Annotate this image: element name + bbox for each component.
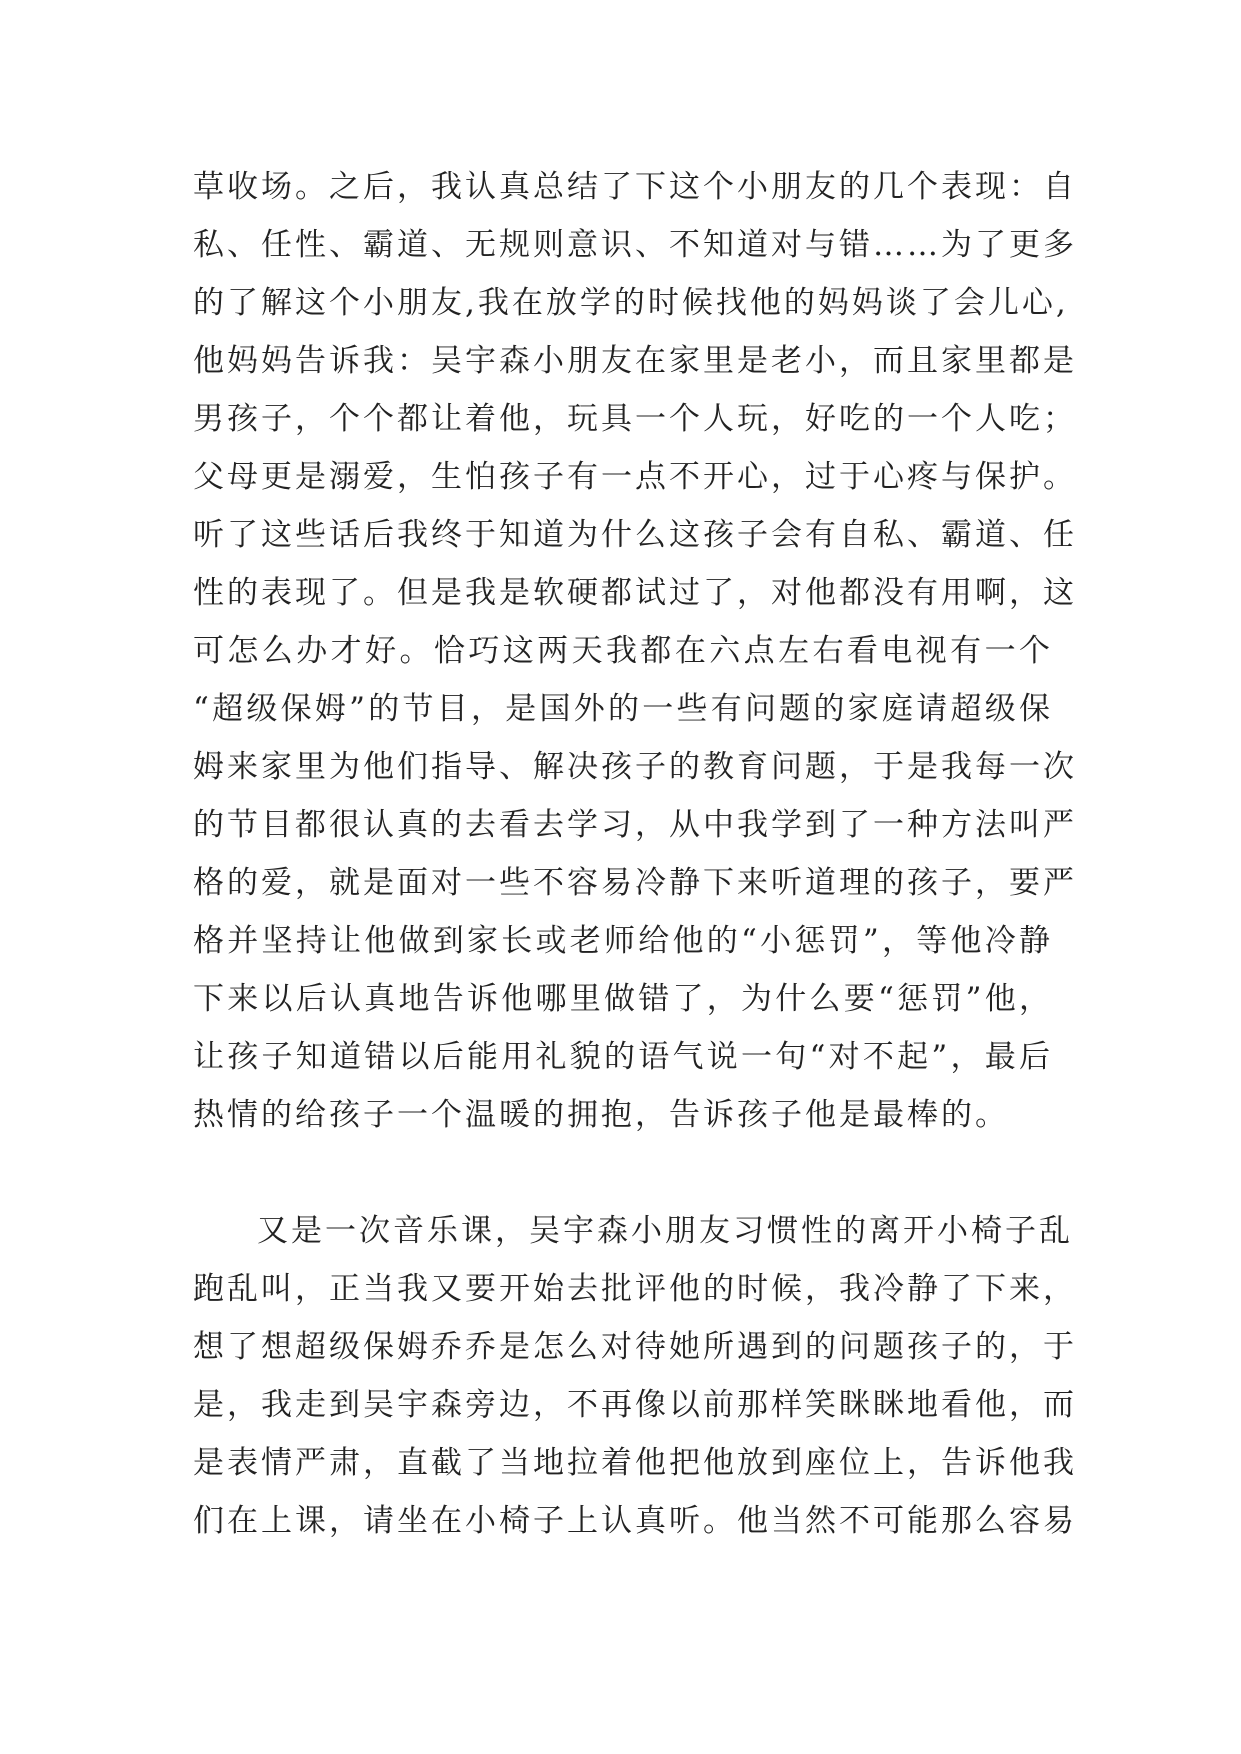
text-line: 父母更是溺爱，生怕孩子有一点不开心，过于心疼与保护。 (193, 459, 1077, 495)
text-line: 又是一次音乐课，吴宇森小朋友习惯性的离开小椅子乱 (257, 1213, 1073, 1249)
text-line: 是表情严肃，直截了当地拉着他把他放到座位上，告诉他我 (193, 1445, 1077, 1481)
text-line: 听了这些话后我终于知道为什么这孩子会有自私、霸道、任 (193, 517, 1077, 553)
text-line: 格并坚持让他做到家长或老师给他的“小惩罚”，等他冷静 (193, 923, 1053, 959)
text-line: 们在上课，请坐在小椅子上认真听。他当然不可能那么容易 (193, 1503, 1077, 1539)
text-line: “超级保姆”的节目，是国外的一些有问题的家庭请超级保 (193, 691, 1053, 727)
text-line: 的了解这个小朋友,我在放学的时候找他的妈妈谈了会儿心, (193, 285, 1069, 321)
text-line: 让孩子知道错以后能用礼貌的语气说一句“对不起”，最后 (193, 1039, 1053, 1075)
text-line: 热情的给孩子一个温暖的拥抱，告诉孩子他是最棒的。 (193, 1097, 1009, 1133)
text-line: 私、任性、霸道、无规则意识、不知道对与错……为了更多 (193, 227, 1077, 263)
text-line: 的节目都很认真的去看去学习，从中我学到了一种方法叫严 (193, 807, 1077, 843)
text-line: 男孩子，个个都让着他，玩具一个人玩，好吃的一个人吃； (193, 401, 1077, 437)
text-line: 想了想超级保姆乔乔是怎么对待她所遇到的问题孩子的，于 (193, 1329, 1077, 1365)
text-line: 可怎么办才好。恰巧这两天我都在六点左右看电视有一个 (193, 633, 1053, 669)
text-line: 是，我走到吴宇森旁边，不再像以前那样笑眯眯地看他，而 (193, 1387, 1077, 1423)
text-line: 格的爱，就是面对一些不容易冷静下来听道理的孩子，要严 (193, 865, 1077, 901)
text-line: 性的表现了。但是我是软硬都试过了，对他都没有用啊，这 (193, 575, 1077, 611)
text-line: 跑乱叫，正当我又要开始去批评他的时候，我冷静了下来， (193, 1271, 1077, 1307)
paragraph-2 (193, 1202, 1077, 1550)
text-line: 下来以后认真地告诉他哪里做错了，为什么要“惩罚”他， (193, 981, 1053, 1017)
text-line: 姆来家里为他们指导、解决孩子的教育问题，于是我每一次 (193, 749, 1077, 785)
text-line: 他妈妈告诉我：吴宇森小朋友在家里是老小，而且家里都是 (193, 343, 1077, 379)
paragraph-1 (193, 158, 1077, 1144)
text-line: 草收场。之后，我认真总结了下这个小朋友的几个表现：自 (193, 169, 1077, 205)
